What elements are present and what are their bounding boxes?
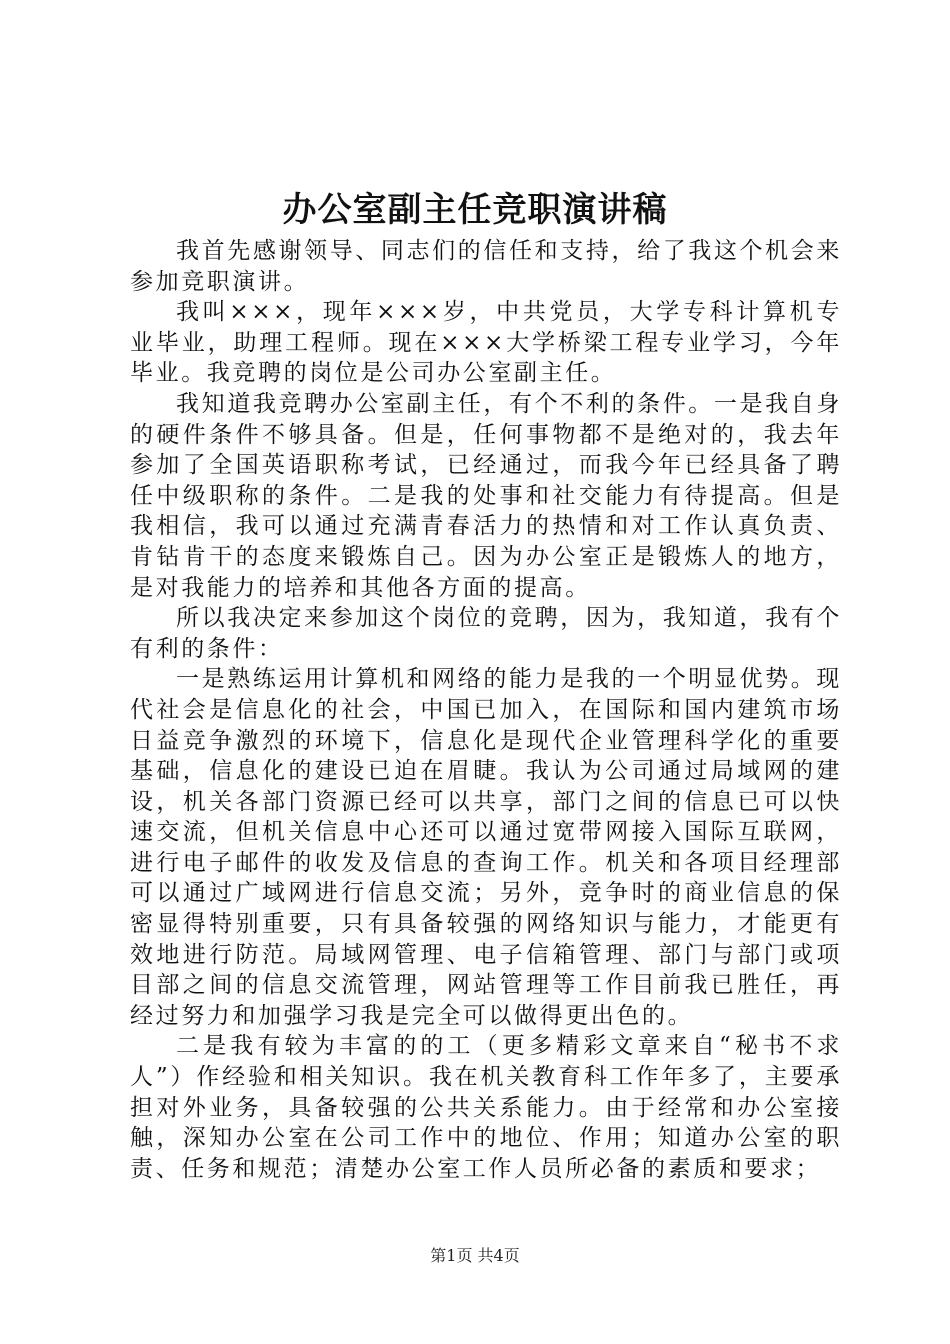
paragraph: 所以我决定来参加这个岗位的竞聘，因为，我知道，我有个有利的条件： [130,605,842,662]
document-body [130,236,842,1184]
document-title: 办公室副主任竞职演讲稿 [282,190,668,230]
paragraph: 我首先感谢领导、同志们的信任和支持，给了我这个机会来参加竞职演讲。 [130,238,842,295]
paragraph: 一是熟练运用计算机和网络的能力是我的一个明显优势。现代社会是信息化的社会，中国已加入，在国际和国内建筑市场日益竞争激烈的环境下，信息化是现代企业管理科学化的重要基础，信息化的建设已迫在眉睫。我认为公司通过局域网的建设，机关各部门资源已经可以共享，部门之间的信息已可以快速交流，但机关信息中心还可以通过宽带网接入国际互联网，进行电子邮件的收发及信息的查询工作。机关和各项目经理部可以通过广域网进行信息交流；另外，竞争时的商业信息的保密显得特别重要，只有具备较强的网络知识与能力，才能更有效地进行防范。局域网管理、电子信箱管理、部门与部门或项目部之间的信息交流管理，网站管理等工作目前我已胜任，再经过努力和加强学习我是完全可以做得更出色的。 [130,666,842,1029]
page-footer: 第1页 共4页 [430,1246,520,1265]
paragraph: 我知道我竞聘办公室副主任，有个不利的条件。一是我自身的硬件条件不够具备。但是，任何事物都不是绝对的，我去年参加了全国英语职称考试，已经通过，而我今年已经具备了聘任中级职称的条件。二是我的处事和社交能力有待提高。但是我相信，我可以通过充满青春活力的热情和对工作认真负责、肯钻肯干的态度来锻炼自己。因为办公室正是锻炼人的地方，是对我能力的培养和其他各方面的提高。 [130,390,842,601]
paragraph: 二是我有较为丰富的的工（更多精彩文章来自“秘书不求人”）作经验和相关知识。我在机关教育科工作年多了，主要承担对外业务，具备较强的公共关系能力。由于经常和办公室接触，深知办公室在公司工作中的地位、作用；知道办公室的职责、任务和规范；清楚办公室工作人员所必备的素质和要求； [130,1033,842,1182]
paragraph: 我叫×××，现年×××岁，中共党员，大学专科计算机专业毕业，助理工程师。现在×××大学桥梁工程专业学习，今年毕业。我竞聘的岗位是公司办公室副主任。 [130,299,842,387]
